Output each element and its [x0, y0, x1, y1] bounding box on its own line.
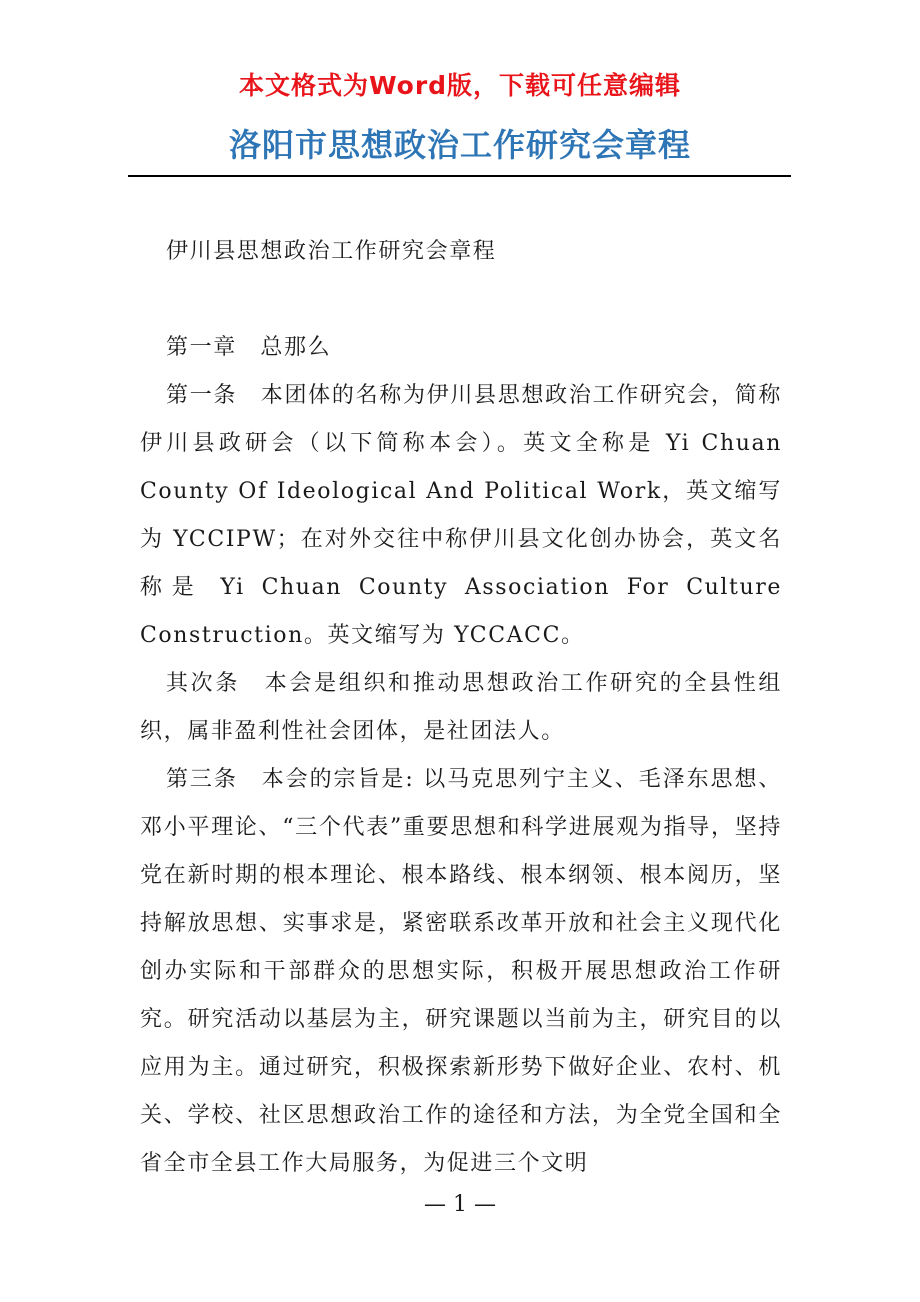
article-1: 第一条 本团体的名称为伊川县思想政治工作研究会，简称伊川县政研会（以下简称本会）。英文全称是 Yi Chuan County Of Ideological And Political Work，英文缩写为 YCCIPW；在对外交往中称伊川县文化创办协会，英文名称是 Yi Chuan County Association For Culture Construction。英文缩写为 YCCACC。	[140, 383, 782, 648]
article-2: 其次条 本会是组织和推动思想政治工作研究的全县性组织，属非盈利性社会团体，是社团法人。	[140, 671, 782, 744]
page-number: — 1 —	[424, 1192, 496, 1217]
article-3: 第三条 本会的宗旨是: 以马克思列宁主义、毛泽东思想、邓小平理论、“三个代表”重要思想和科学进展观为指导，坚持党在新时期的根本理论、根本路线、根本纲领、根本阅历，坚持解放思想、实事求是，紧密联系改革开放和社会主义现代化创办实际和干部群众的思想实际，积极开展思想政治工作研究。研究活动以基层为主，研究课题以当前为主，研究目的以应用为主。通过研究，积极探索新形势下做好企业、农村、机关、学校、社区思想政治工作的途径和方法，为全党全国和全省全市全县工作大局服务，为促进三个文明	[140, 767, 782, 1176]
document-body	[140, 228, 782, 1188]
format-notice: 本文格式为Word版，下载可任意编辑	[238, 71, 682, 100]
document-title: 洛阳市思想政治工作研究会章程	[228, 126, 691, 164]
title-divider	[128, 175, 791, 177]
body-subtitle: 伊川县思想政治工作研究会章程	[166, 239, 497, 264]
chapter-heading: 第一章 总那么	[166, 335, 332, 360]
